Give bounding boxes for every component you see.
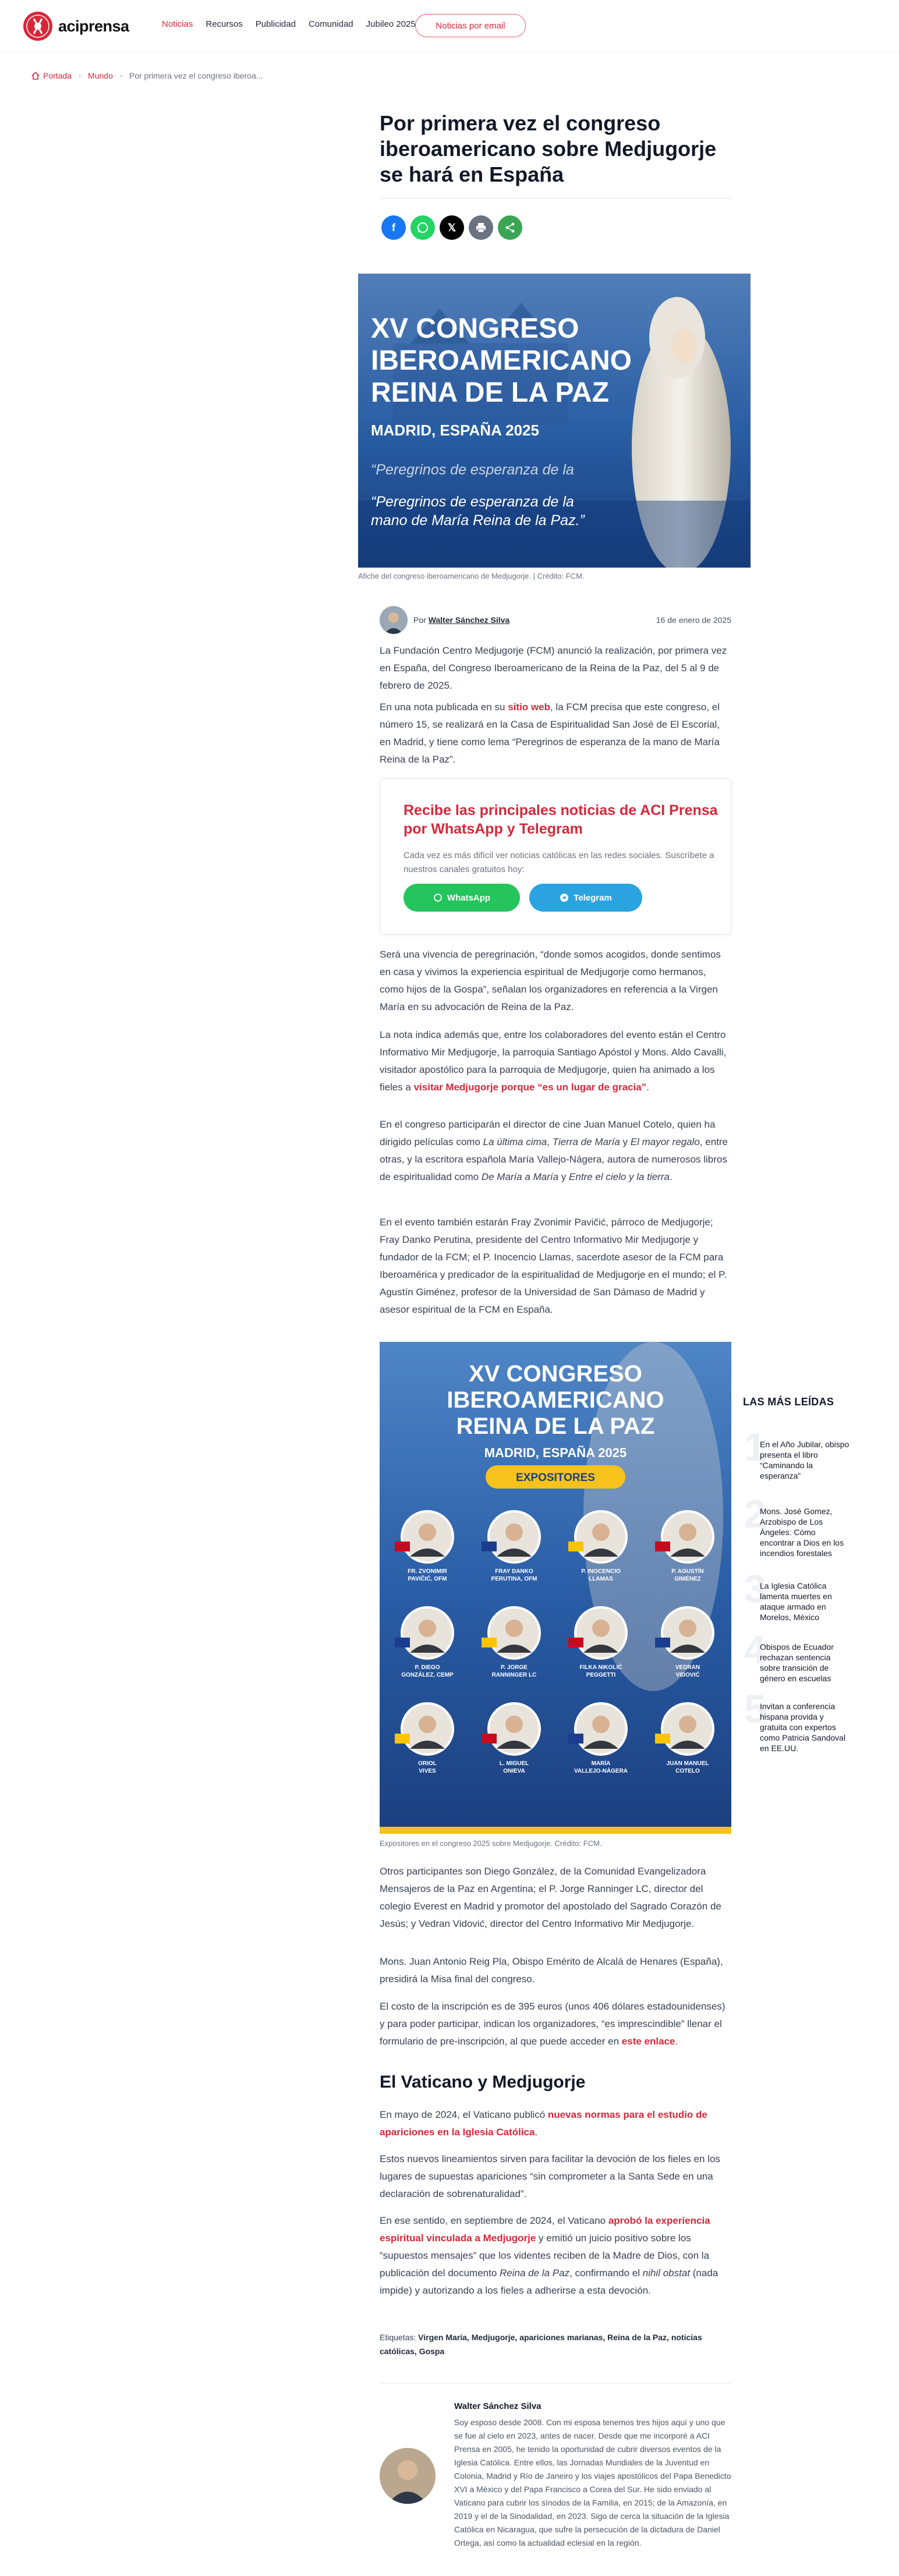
promo-text: Cada vez es más difícil ver noticias católicas en las redes sociales. Suscríbete a nuestros canales gratuitos hoy: (404, 851, 714, 874)
paragraph-7: Otros participantes son Diego González, de la Comunidad Evangelizadora Mensajeros de la Paz en Argentina; el P. Jorge Ranninger LC, director del colegio Everest en Madrid y promotor del apostolado del Sagrado Corazón de Jesús; y Vedran Vidović, director del Centro Informativo Mir Medjugorje. (380, 1866, 721, 1929)
speaker-name: JUAN MANUEL (666, 1760, 709, 1767)
tags (380, 2330, 731, 2358)
nuevas-normas-link[interactable]: nuevas normas para el estudio de apariciones en la Iglesia Católica (380, 2109, 707, 2138)
document-title: Reina de la Paz (500, 2267, 570, 2279)
p12-a: En ese sentido, en septiembre de 2024, el Vaticano (380, 2215, 608, 2226)
paragraph-4 (380, 1026, 731, 1096)
nav-noticias[interactable]: Noticias (162, 19, 193, 29)
speaker-name: L. MIGUEL (499, 1760, 529, 1767)
p12-d: (nada impide) y autorizando a los fieles a adherirse a esta devoción. (380, 2267, 719, 2296)
p10-b: . (535, 2127, 538, 2138)
visitar-medjugorje-link[interactable]: visitar Medjugorje porque “es un lugar de gracia” (413, 1082, 647, 1093)
speaker-name: ONIEVA (503, 1768, 525, 1774)
rank-number: 4 (744, 1628, 766, 1672)
hero-line-2: IBEROAMERICANO (371, 345, 632, 376)
speaker-name: VALLEJO-NÁGERA (574, 1768, 628, 1774)
speaker-name: P. AGUSTÍN (671, 1568, 704, 1575)
breadcrumb-mundo[interactable]: Mundo (88, 71, 113, 80)
whatsapp-icon (433, 893, 443, 902)
divider (380, 198, 731, 199)
p4-text-a: La nota indica además que, entre los colaboradores del evento están el Centro Informativo Mir Medjugorje, la parroquia Santiago Apóstol y Mons. Aldo Cavalli, visitador apostólico para la parroquia de Medjugorje, quien ha animado a los fieles a (380, 1029, 727, 1093)
flag-icon (395, 1734, 410, 1744)
speaker-name: FRAY DANKO (495, 1568, 533, 1575)
speaker-name: COTELO (675, 1768, 700, 1774)
film-title-1: La última cima (483, 1136, 547, 1147)
poster-badge: EXPOSITORES (516, 1472, 595, 1484)
whatsapp-button[interactable] (404, 884, 520, 912)
newsletter-promo (380, 778, 731, 934)
paragraph-2 (380, 699, 731, 768)
chevron-right-icon: › (79, 72, 82, 80)
rank-number: 2 (744, 1492, 766, 1536)
flag-icon (655, 1542, 670, 1551)
share-bar (381, 215, 522, 240)
p5-c: y (620, 1136, 631, 1147)
flag-icon (395, 1542, 410, 1551)
most-read-item[interactable] (744, 1687, 849, 1765)
nav-jubileo[interactable]: Jubileo 2025 (366, 19, 416, 29)
speaker-name: RANNINGER LC (491, 1672, 537, 1678)
speaker-name: GONZÁLEZ, CEMP (401, 1672, 454, 1678)
flag-icon (568, 1638, 583, 1647)
p10-a: En mayo de 2024, el Vaticano publicó (380, 2109, 548, 2120)
p5-f: . (669, 1171, 673, 1182)
author-link[interactable]: Walter Sánchez Silva (428, 615, 510, 625)
author-bio-avatar (380, 2448, 436, 2504)
share-icon[interactable] (498, 215, 522, 240)
author-avatar[interactable] (380, 606, 408, 634)
speaker-name: PEGGETTI (586, 1672, 616, 1678)
chevron-right-icon: › (119, 72, 122, 80)
speaker-name: VEDRAN (675, 1664, 700, 1671)
speaker-name: VIDOVIĆ (675, 1672, 700, 1678)
p12-b: y emitió un juicio positivo sobre los “supuestos mensajes” que los videntes reciben de la Madre de Dios, con la publicación del documento (380, 2233, 710, 2279)
most-read-item[interactable] (744, 1492, 849, 1570)
section-heading: El Vaticano y Medjugorje (380, 2072, 586, 2092)
hero-motto-b: mano de María Reina de la Paz.” (371, 512, 585, 529)
film-title-3: El mayor regalo (630, 1136, 700, 1147)
sitio-web-link[interactable]: sitio web (508, 701, 550, 713)
whatsapp-button-label: WhatsApp (447, 892, 491, 903)
hero-line-3: REINA DE LA PAZ (371, 377, 609, 408)
author-bio-name[interactable]: Walter Sánchez Silva (454, 2401, 541, 2411)
rank-number: 1 (744, 1425, 766, 1469)
site-logo[interactable] (22, 10, 129, 42)
article-title: Por primera vez el congreso iberoamericano sobre Medjugorje se hará en España (380, 111, 717, 186)
most-read-title: LAS MÁS LEÍDAS (743, 1396, 834, 1408)
most-read-link[interactable]: La Iglesia Católica lamenta muertes en ataque armado en Morelos, México (760, 1581, 832, 1622)
p5-d: , entre otras, y la escritora española María Vallejo-Nágera, autora de numerosos libros de espiritualidad como (380, 1136, 728, 1182)
film-title-2: Tierra de María (552, 1136, 620, 1147)
paragraph-12 (380, 2212, 731, 2299)
nav-publicidad[interactable]: Publicidad (255, 19, 296, 29)
nav-recursos[interactable]: Recursos (206, 19, 243, 29)
author-row (380, 605, 731, 635)
flag-icon (482, 1638, 497, 1647)
speakers-poster (380, 1342, 731, 1834)
home-icon (31, 72, 40, 80)
author-byline (413, 615, 509, 625)
flag-icon (395, 1638, 410, 1647)
author-bio-text: Soy esposo desde 2008. Con mi esposa tenemos tres hijos aquí y uno que se fue al cielo en 2023, antes de nacer. Desde que me incorporé a ACI Prensa en 2005, he tenido la oportunidad de cubrir diversos eventos de la Iglesia Católica. Entre ellos, las Jornadas Mundiales de la Juventud en Colonia, Madrid y Río de Janeiro y los viajes apostólicos del Papa Benedicto XVI a México y del Papa Francisco a Corea del Sur. He sido enviado al Vaticano para cubrir los sínodos de la Familia, en 2015; de la Amazonía, en 2019 y el de la Sinodalidad, en 2023. Sigo de cerca la situación de la Iglesia Católica en Nicaragua, que sufre la persecución de la dictadura de Daniel Ortega, así como la actualidad eclesial en la región. (454, 2418, 731, 2547)
paragraph-6: En el evento también estarán Fray Zvonimir Pavičić, párroco de Medjugorje; Fray Danko Perutina, presidente del Centro Informativo Mir Medjugorje y fundador de la FCM; el P. Inocencio Llamas, sacerdote asesor de la FCM para Iberoamérica y predicador de la espiritualidad de Medjugorje en el mundo; el P. Agustín Giménez, profesor de la Universidad de San Dámaso de Madrid y asesor espiritual de la FCM en España. (380, 1217, 727, 1315)
speaker-name: ORIOL (418, 1760, 437, 1767)
paragraph-5 (380, 1116, 731, 1186)
whatsapp-icon[interactable] (410, 215, 435, 240)
facebook-icon[interactable]: f (381, 215, 406, 240)
most-read-link[interactable]: Mons. José Gomez, Arzobispo de Los Ángeles: Cómo encontrar a Dios en los incendios forestales (760, 1507, 844, 1558)
p2-text-b: , la FCM precisa que este congreso, el número 15, se realizará en la Casa de Espiritualidad San José de El Escorial, en Madrid, y tiene como lema “Peregrinos de esperanza de la mano de María Reina de la Paz”. (380, 701, 720, 765)
flag-icon (568, 1542, 583, 1551)
este-enlace-link[interactable]: este enlace (621, 2036, 675, 2047)
logo-text: aciprensa (58, 17, 129, 35)
tags-list[interactable]: Virgen María, Medjugorje, apariciones marianas, Reina de la Paz, noticias católicas, Gospa (380, 2333, 702, 2356)
rank-number: 3 (744, 1567, 766, 1611)
hero-motto-ghost: “Peregrinos de esperanza de la (371, 462, 574, 478)
speaker-name: GIMÉNEZ (674, 1576, 701, 1582)
hero-image (358, 274, 751, 568)
poster-line-3: REINA DE LA PAZ (456, 1413, 655, 1439)
poster-caption: Expositores en el congreso 2025 sobre Medjugorje. Crédito: FCM. (380, 1839, 602, 1848)
paragraph-9 (380, 1998, 731, 2050)
aprobo-link[interactable]: aprobó la experiencia espiritual vinculada a Medjugorje (380, 2215, 710, 2244)
poster-line-1: XV CONGRESO (469, 1361, 642, 1387)
site-header (0, 0, 899, 52)
rank-number: 5 (744, 1687, 766, 1731)
speaker-name: VIVES (419, 1768, 436, 1774)
speaker-name: P. JORGE (501, 1664, 528, 1671)
p4-text-b: . (646, 1082, 649, 1093)
book-title-1: De María a María (481, 1171, 559, 1182)
speaker-name: P. DIEGO (415, 1664, 440, 1671)
tags-label: Etiquetas: (380, 2333, 416, 2342)
speaker-name: MARÍA (591, 1760, 611, 1767)
speaker-name: FILKA NIKOLIĆ (579, 1664, 622, 1671)
publish-date: 16 de enero de 2025 (656, 615, 731, 625)
flag-icon (655, 1638, 670, 1647)
poster-line-2: IBEROAMERICANO (447, 1387, 664, 1413)
p9-b: . (675, 2036, 678, 2047)
book-title-2: Entre el cielo y la tierra (569, 1171, 670, 1182)
author-prefix: Por (413, 615, 426, 625)
x-icon[interactable]: 𝕏 (440, 215, 464, 240)
email-news-button[interactable]: Noticias por email (415, 14, 526, 37)
hero-place: MADRID, ESPAÑA 2025 (371, 421, 539, 439)
speaker-name: PAVIČIĆ, OFM (408, 1576, 447, 1582)
hero-line-1: XV CONGRESO (371, 313, 579, 344)
speaker-name: P. INOCENCIO (581, 1568, 621, 1575)
paragraph-10 (380, 2106, 731, 2141)
breadcrumb-portada[interactable]: Portada (43, 71, 72, 80)
p5-a: En el congreso participarán el director de cine Juan Manuel Cotelo, quien ha dirigido películas como (380, 1119, 716, 1147)
flag-icon (568, 1734, 583, 1744)
telegram-icon (560, 893, 569, 902)
most-read-link[interactable]: En el Año Jubilar, obispo presenta el libro “Caminando la esperanza” (760, 1440, 850, 1480)
hero-motto-a: “Peregrinos de esperanza de la (371, 494, 574, 510)
telegram-button[interactable] (529, 884, 642, 912)
nav-comunidad[interactable]: Comunidad (308, 19, 353, 29)
speaker-name: PERUTINA, OFM (491, 1576, 537, 1582)
hero-caption: Afiche del congreso iberoamericano de Medjugorje. | Crédito: FCM. (358, 572, 585, 580)
p5-e: y (558, 1171, 569, 1182)
paragraph-3: Será una vivencia de peregrinación, “donde somos acogidos, donde sentimos en casa y vivimos la experiencia espiritual de Medjugorje como hermanos, como hijos de la Gospa”, señalan los organizadores en referencia a la Virgen María en su advocación de Reina de la Paz. (380, 949, 721, 1012)
p2-text-a: En una nota publicada en su (380, 701, 508, 713)
nihil-obstat: nihil obstat (642, 2267, 691, 2279)
aciprensa-logo-icon (22, 10, 54, 42)
flag-icon (655, 1734, 670, 1744)
breadcrumb-current: Por primera vez el congreso iberoa... (129, 71, 263, 80)
paragraph-8: Mons. Juan Antonio Reig Pla, Obispo Emérito de Alcalá de Henares (España), presidirá la Misa final del congreso. (380, 1956, 723, 1985)
flag-icon (482, 1542, 497, 1551)
poster-place: MADRID, ESPAÑA 2025 (484, 1445, 627, 1460)
print-icon[interactable] (469, 215, 493, 240)
main-nav (162, 19, 429, 29)
telegram-button-label: Telegram (574, 892, 612, 903)
most-read-link[interactable]: Obispos de Ecuador rechazan sentencia sobre transición de género en escuelas (760, 1642, 834, 1683)
paragraph-11: Estos nuevos lineamientos sirven para facilitar la devoción de los fieles en los lugares de supuestas apariciones “sin comprometer a la Santa Sede en una declaración de sobrenaturalidad”. (380, 2153, 720, 2199)
flag-icon (482, 1734, 497, 1744)
p9-a: El costo de la inscripción es de 395 euros (unos 406 dólares estadounidenses) y para poder participar, indican los organizadores, “es imprescindible” llenar el formulario de pre-inscripción, al que puede acceder en (380, 2001, 725, 2047)
p12-c: , confirmando el (569, 2267, 643, 2279)
speaker-name: LLAMAS (589, 1576, 613, 1582)
p5-b: , (547, 1136, 553, 1147)
most-read-link[interactable]: Invitan a conferencia hispana provida y gratuita con expertos como Patricia Sandoval en EE.UU. (760, 1702, 846, 1753)
promo-title: Recibe las principales noticias de ACI Prensa por WhatsApp y Telegram (404, 802, 718, 837)
breadcrumb (31, 71, 263, 80)
paragraph-1: La Fundación Centro Medjugorje (FCM) anunció la realización, por primera vez en España, del Congreso Iberoamericano de la Reina de la Paz, del 5 al 9 de febrero de 2025. (380, 645, 727, 691)
speaker-name: FR. ZVONIMIR (408, 1568, 447, 1575)
